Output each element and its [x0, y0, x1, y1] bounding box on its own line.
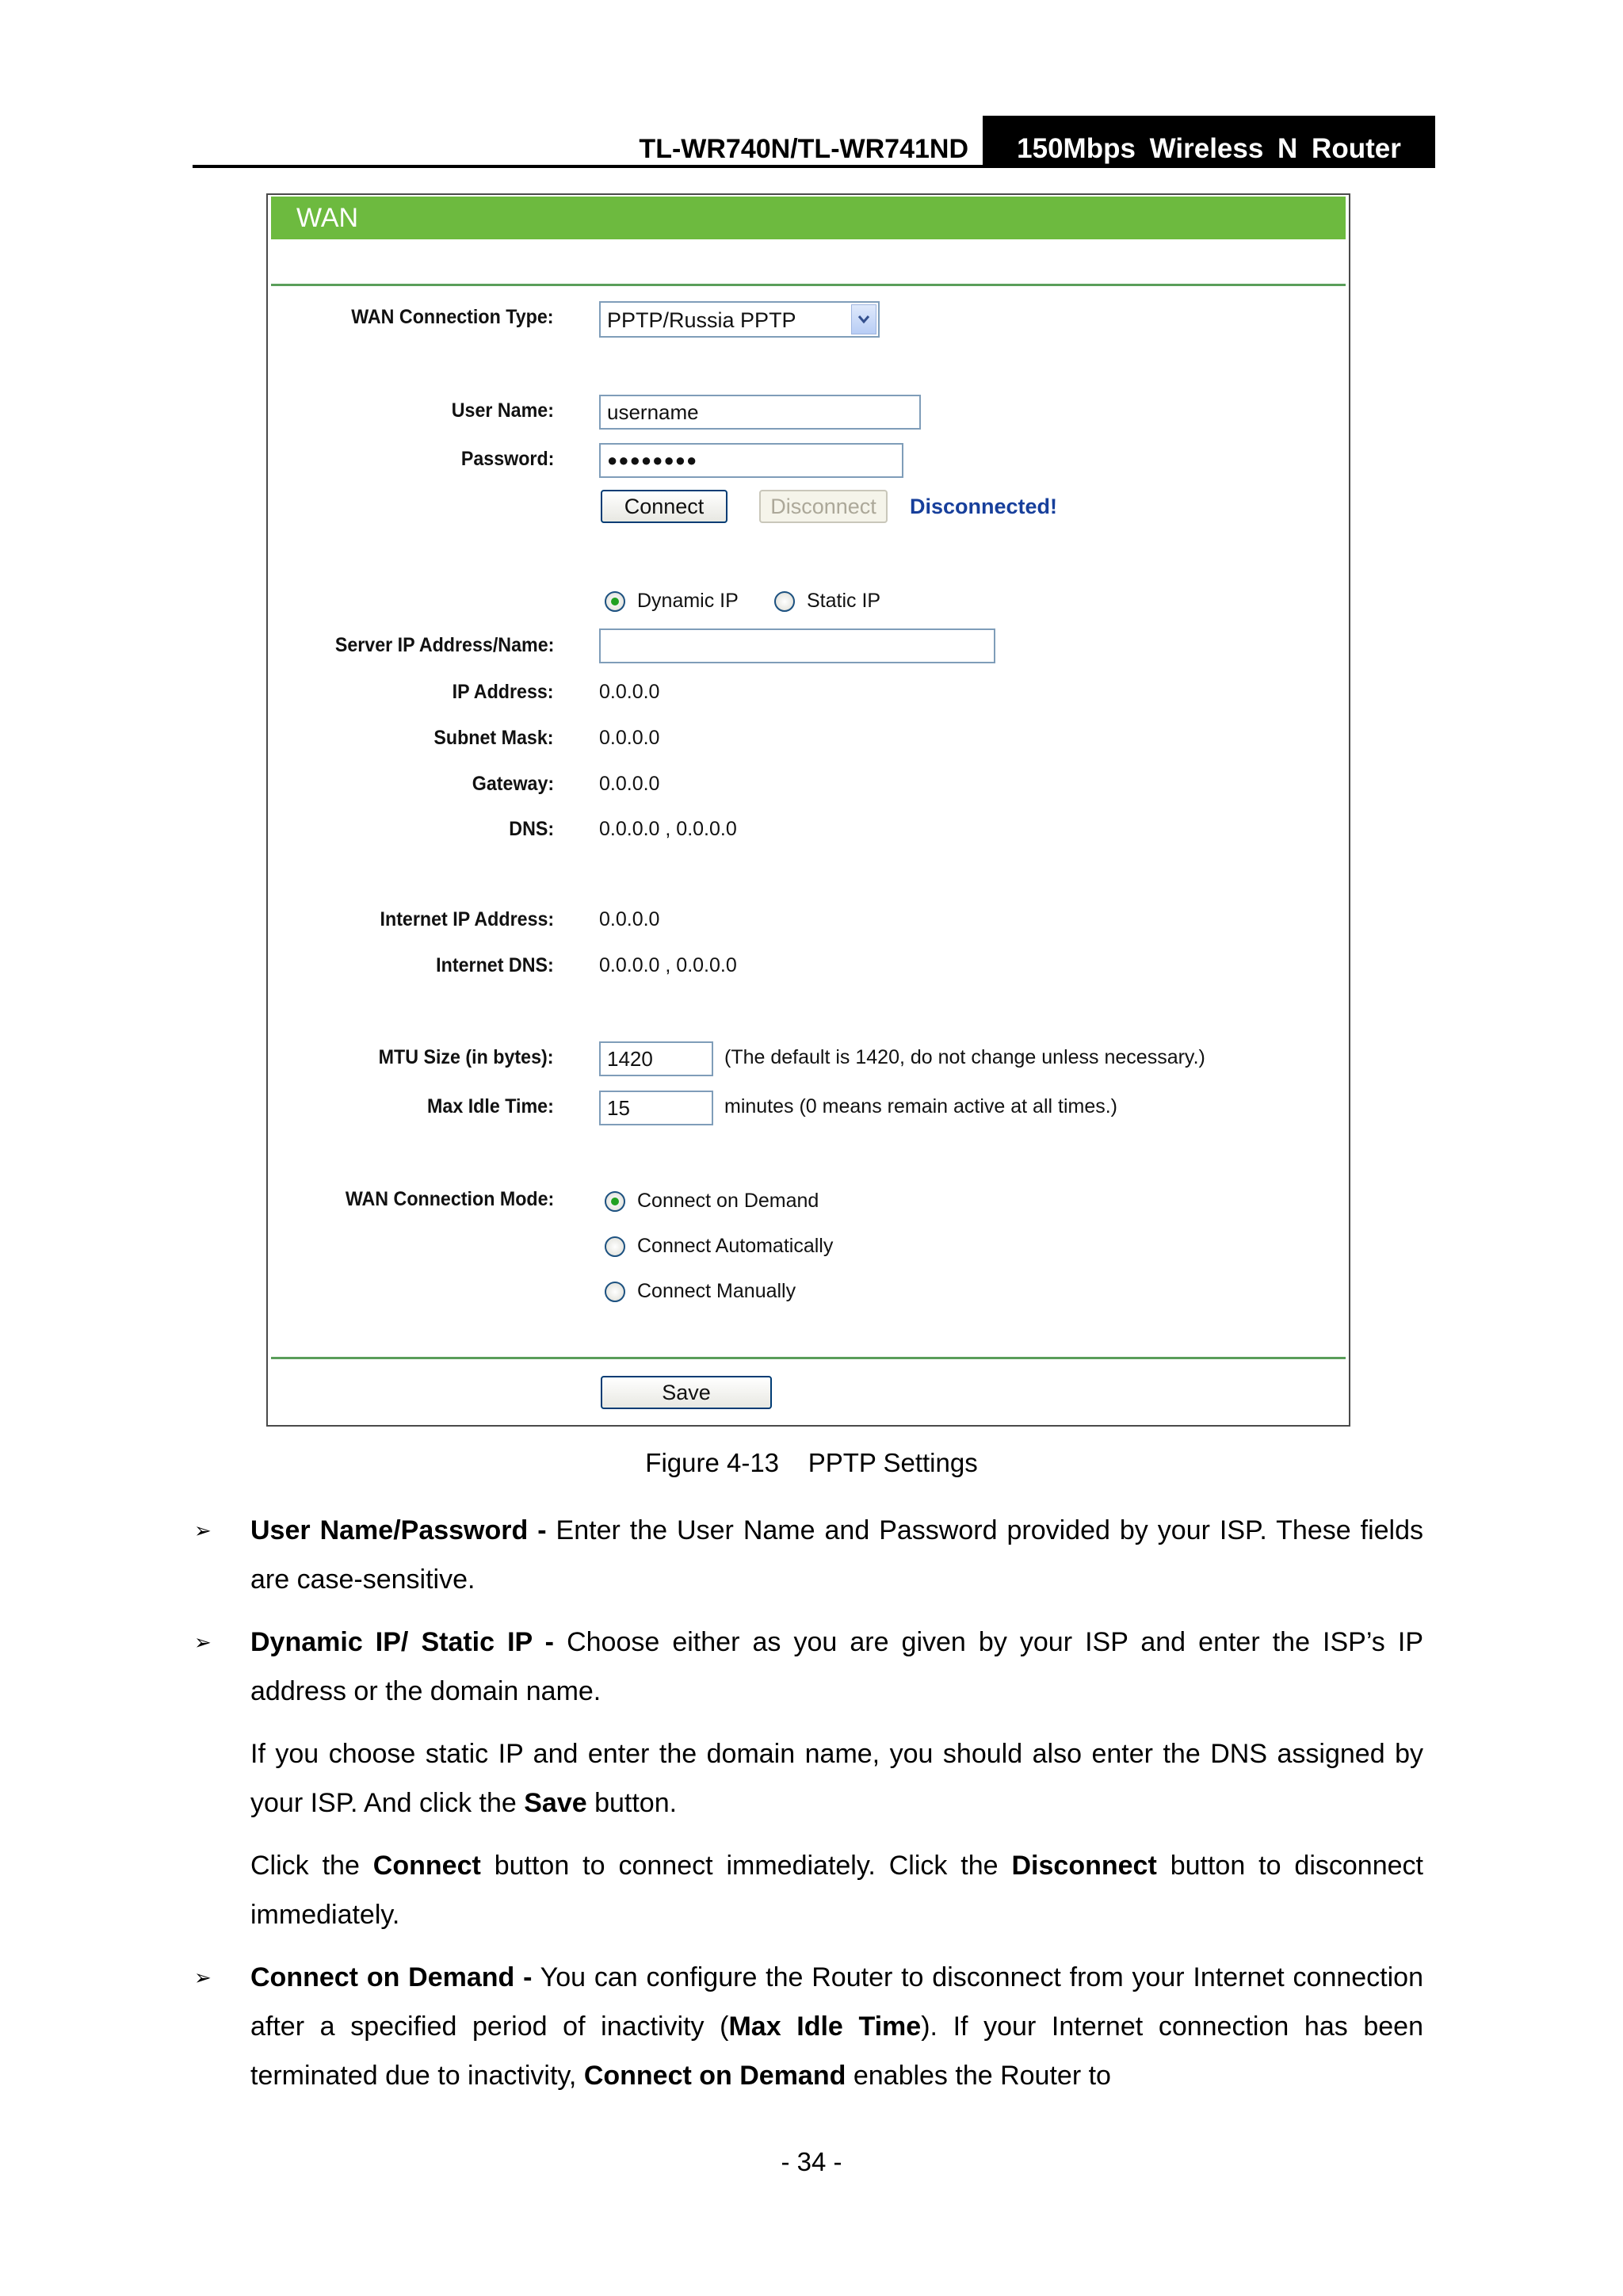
paragraph-text: button to disconnect immediately. [250, 1851, 1423, 1930]
internet-ip-value: 0.0.0.0 [599, 908, 660, 930]
paragraph-dynamic-static-ip [250, 1618, 1423, 1716]
server-label: Server IP Address/Name: [334, 634, 554, 656]
bottom-divider [271, 1357, 1346, 1359]
term-connect-on-demand-2: Connect on Demand [583, 2061, 846, 2091]
connection-type-select[interactable] [599, 301, 880, 338]
connection-type-value: PPTP/Russia PPTP [607, 308, 796, 332]
connect-automatically-radio[interactable] [605, 1236, 625, 1257]
static-ip-radio[interactable] [774, 591, 795, 612]
paragraph-static-ip-note [250, 1729, 1423, 1828]
paragraph-connect-disconnect [250, 1841, 1423, 1939]
connect-on-demand-label: Connect on Demand [637, 1190, 819, 1212]
subnet-mask-label: Subnet Mask: [433, 727, 554, 749]
mtu-label: MTU Size (in bytes): [379, 1046, 554, 1068]
save-button[interactable]: Save [601, 1376, 772, 1409]
ip-address-label: IP Address: [453, 681, 554, 703]
dns-value: 0.0.0.0 , 0.0.0.0 [599, 818, 737, 840]
user-name-label: User Name: [451, 399, 554, 422]
password-input[interactable]: ●●●●●●●● [599, 443, 903, 478]
max-idle-input[interactable]: 15 [599, 1091, 713, 1125]
manual-model-name: TL-WR740N/TL-WR741ND [639, 134, 968, 164]
term-dynamic-static-ip: Dynamic IP/ Static IP - [250, 1627, 555, 1657]
internet-ip-label: Internet IP Address: [380, 908, 554, 930]
server-input[interactable] [599, 628, 995, 663]
term-user-name-password: User Name/Password - [250, 1515, 547, 1545]
static-ip-label: Static IP [807, 590, 881, 612]
paragraph-text: button. [586, 1788, 678, 1818]
paragraph-user-name-password [250, 1506, 1423, 1604]
max-idle-label: Max Idle Time: [427, 1095, 554, 1117]
term-save: Save [524, 1788, 587, 1818]
connect-on-demand-radio[interactable] [605, 1191, 625, 1212]
mtu-input[interactable]: 1420 [599, 1041, 713, 1076]
top-divider [271, 284, 1346, 286]
header-rule [193, 165, 1435, 168]
dynamic-ip-radio[interactable] [605, 591, 625, 612]
gateway-label: Gateway: [472, 773, 554, 795]
chevron-down-icon[interactable] [851, 304, 876, 334]
bullet-icon: ➢ [194, 1519, 212, 1542]
connection-status: Disconnected! [910, 495, 1058, 518]
paragraph-connect-on-demand [250, 1953, 1423, 2100]
disconnect-button[interactable]: Disconnect [759, 490, 888, 523]
internet-dns-value: 0.0.0.0 , 0.0.0.0 [599, 954, 737, 976]
header-product-box [983, 116, 1435, 168]
password-label: Password: [460, 448, 554, 470]
gateway-value: 0.0.0.0 [599, 773, 660, 795]
paragraph-text: ). If your Internet connection has been terminated due to inactivity, [250, 2011, 1423, 2091]
panel-title: WAN [271, 197, 1346, 239]
paragraph-text: enables the Router to [846, 2061, 1111, 2091]
paragraph-text: Choose either as you are given by your ISP and enter the ISP’s IP address or the domain name. [250, 1627, 1423, 1706]
wan-mode-label: WAN Connection Mode: [345, 1188, 554, 1210]
subnet-mask-value: 0.0.0.0 [599, 727, 660, 749]
term-connect-on-demand: Connect on Demand - [250, 1962, 533, 1992]
term-disconnect: Disconnect [1011, 1851, 1157, 1881]
user-name-input[interactable]: username [599, 395, 921, 430]
paragraph-text: button to connect immediately. Click the [480, 1851, 1012, 1881]
connect-manually-label: Connect Manually [637, 1280, 796, 1302]
term-max-idle-time: Max Idle Time [728, 2011, 922, 2042]
figure-caption: Figure 4-13 PPTP Settings [645, 1448, 978, 1477]
manual-product-title: 150Mbps Wireless N Router [1017, 133, 1401, 164]
paragraph-text: You can configure the Router to disconnect from your Internet connection after a specified period of inactivity ( [250, 1962, 1423, 2042]
max-idle-hint: minutes (0 means remain active at all times.) [724, 1095, 1118, 1117]
page-number: - 34 - [781, 2147, 842, 2176]
connection-type-label: WAN Connection Type: [351, 306, 554, 328]
connect-automatically-label: Connect Automatically [637, 1235, 834, 1257]
bullet-icon: ➢ [194, 1966, 212, 1989]
paragraph-text: Click the [250, 1851, 373, 1881]
paragraph-text: Enter the User Name and Password provided by your ISP. These fields are case-sensitive. [250, 1515, 1423, 1595]
term-connect: Connect [372, 1851, 481, 1881]
dns-label: DNS: [509, 818, 554, 840]
connect-manually-radio[interactable] [605, 1282, 625, 1302]
dynamic-ip-label: Dynamic IP [637, 590, 739, 612]
ip-address-value: 0.0.0.0 [599, 681, 660, 703]
bullet-icon: ➢ [194, 1630, 212, 1654]
connect-button[interactable]: Connect [601, 490, 727, 523]
paragraph-text: If you choose static IP and enter the domain name, you should also enter the DNS assigned by your ISP. And click the [250, 1739, 1423, 1818]
wan-settings-panel [266, 193, 1350, 1427]
internet-dns-label: Internet DNS: [436, 954, 554, 976]
mtu-hint: (The default is 1420, do not change unless necessary.) [724, 1046, 1205, 1068]
